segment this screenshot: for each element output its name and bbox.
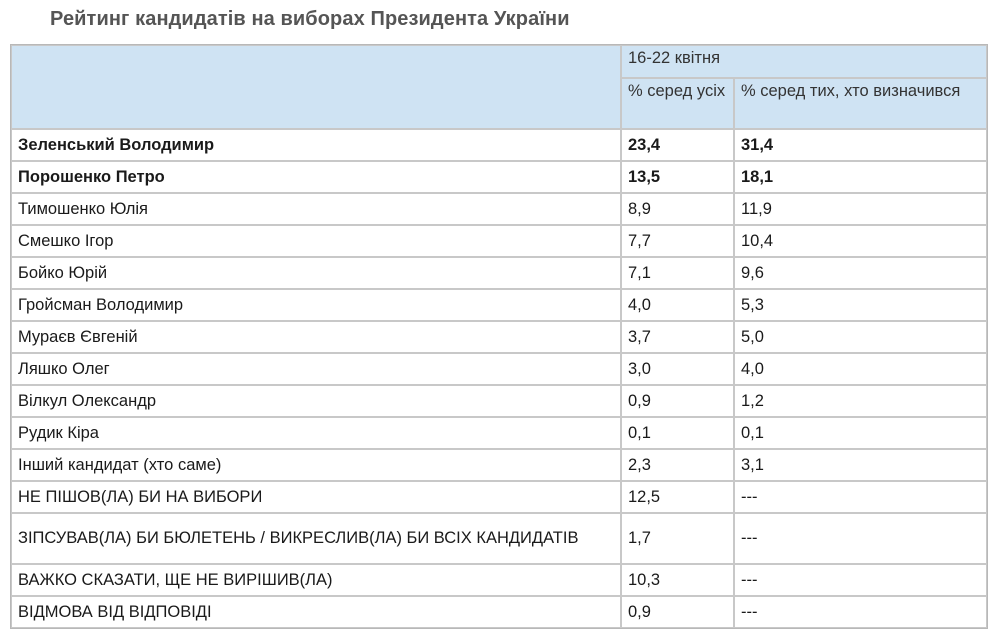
table-row: [11, 596, 987, 628]
candidate-name-cell: Порошенко Петро: [11, 161, 621, 193]
header-empty-cell: [11, 45, 621, 129]
table-row: [11, 417, 987, 449]
table-row: [11, 564, 987, 596]
table-row: [11, 513, 987, 564]
candidate-name-cell: Мураєв Євгеній: [11, 321, 621, 353]
percent-decided-cell: 3,1: [734, 449, 987, 481]
percent-decided-cell: 4,0: [734, 353, 987, 385]
candidate-name-cell: ВІДМОВА ВІД ВІДПОВІДІ: [11, 596, 621, 628]
header-col-all: % серед усіх: [621, 78, 734, 129]
percent-decided-cell: ---: [734, 596, 987, 628]
candidate-name-cell: Смешко Ігор: [11, 225, 621, 257]
percent-all-cell: 3,7: [621, 321, 734, 353]
percent-all-cell: 2,3: [621, 449, 734, 481]
candidate-name-cell: Вілкул Олександр: [11, 385, 621, 417]
percent-decided-cell: 0,1: [734, 417, 987, 449]
candidate-name-cell: Зеленський Володимир: [11, 129, 621, 161]
percent-all-cell: 3,0: [621, 353, 734, 385]
table-row: [11, 193, 987, 225]
table-row: [11, 449, 987, 481]
table-row: [11, 481, 987, 513]
table-row: [11, 353, 987, 385]
table-row: [11, 289, 987, 321]
table-header-row: [11, 45, 987, 78]
candidate-name-cell: ВАЖКО СКАЗАТИ, ЩЕ НЕ ВИРІШИВ(ЛА): [11, 564, 621, 596]
percent-all-cell: 0,9: [621, 596, 734, 628]
percent-decided-cell: 5,3: [734, 289, 987, 321]
table-row: [11, 161, 987, 193]
table-row: [11, 321, 987, 353]
candidate-name-cell: ЗІПСУВАВ(ЛА) БИ БЮЛЕТЕНЬ / ВИКРЕСЛИВ(ЛА) БИ ВСІХ КАНДИДАТІВ: [11, 513, 621, 564]
percent-all-cell: 4,0: [621, 289, 734, 321]
percent-all-cell: 0,1: [621, 417, 734, 449]
percent-decided-cell: 9,6: [734, 257, 987, 289]
percent-decided-cell: 11,9: [734, 193, 987, 225]
poll-results-table: [10, 44, 988, 629]
header-period: 16-22 квітня: [621, 45, 987, 78]
table-row: [11, 129, 987, 161]
candidate-name-cell: Рудик Кіра: [11, 417, 621, 449]
percent-decided-cell: ---: [734, 513, 987, 564]
percent-all-cell: 13,5: [621, 161, 734, 193]
percent-all-cell: 10,3: [621, 564, 734, 596]
header-col-decided: % серед тих, хто визначився: [734, 78, 987, 129]
percent-decided-cell: 10,4: [734, 225, 987, 257]
percent-decided-cell: 1,2: [734, 385, 987, 417]
table-row: [11, 225, 987, 257]
percent-decided-cell: 18,1: [734, 161, 987, 193]
percent-decided-cell: 5,0: [734, 321, 987, 353]
candidate-name-cell: Тимошенко Юлія: [11, 193, 621, 225]
percent-decided-cell: ---: [734, 481, 987, 513]
candidate-name-cell: Гройсман Володимир: [11, 289, 621, 321]
percent-all-cell: 7,7: [621, 225, 734, 257]
percent-all-cell: 1,7: [621, 513, 734, 564]
table-row: [11, 385, 987, 417]
percent-all-cell: 0,9: [621, 385, 734, 417]
candidate-name-cell: Інший кандидат (хто саме): [11, 449, 621, 481]
candidate-name-cell: Бойко Юрій: [11, 257, 621, 289]
percent-all-cell: 8,9: [621, 193, 734, 225]
table-row: [11, 257, 987, 289]
percent-decided-cell: ---: [734, 564, 987, 596]
page-title: Рейтинг кандидатів на виборах Президента України: [50, 8, 570, 30]
percent-all-cell: 23,4: [621, 129, 734, 161]
candidate-name-cell: НЕ ПІШОВ(ЛА) БИ НА ВИБОРИ: [11, 481, 621, 513]
percent-all-cell: 7,1: [621, 257, 734, 289]
candidate-name-cell: Ляшко Олег: [11, 353, 621, 385]
percent-decided-cell: 31,4: [734, 129, 987, 161]
percent-all-cell: 12,5: [621, 481, 734, 513]
